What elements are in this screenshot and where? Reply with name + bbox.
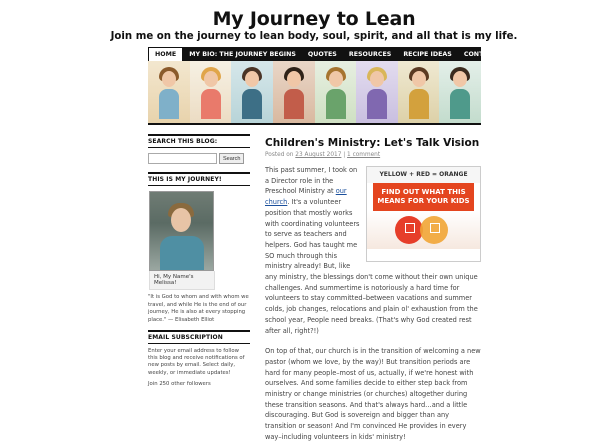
about-widget-title: THIS IS MY JOURNEY! — [148, 172, 250, 186]
nav-quotes[interactable]: QUOTES — [307, 50, 337, 58]
nav-contact[interactable]: CONTACT — [463, 50, 497, 58]
header-illustration — [148, 61, 481, 125]
search-input[interactable] — [148, 153, 217, 164]
followers-count: Join 250 other followers — [148, 380, 211, 387]
illustration-panel — [315, 61, 357, 123]
site-title[interactable]: My Journey to Lean — [212, 8, 416, 30]
post — [265, 137, 481, 443]
illustration-panel — [273, 61, 315, 123]
post-date-link[interactable]: 23 August 2017 — [295, 152, 342, 158]
nav-resources[interactable]: RESOURCES — [348, 50, 392, 58]
search-widget-title: SEARCH THIS BLOG: — [148, 134, 250, 148]
sidebar-quote: "It is God to whom and with whom we travel, and while He is the end of our journey, He is also at every stopping place." — Elisabeth Elliot — [148, 294, 249, 323]
post-meta — [265, 152, 481, 158]
promo-circles-graphic — [367, 211, 480, 249]
meta-separator: | — [343, 152, 346, 158]
illustration-panel — [398, 61, 440, 123]
illustration-panel — [190, 61, 232, 123]
nav-recipe-ideas[interactable]: RECIPE IDEAS — [403, 50, 452, 58]
search-form — [148, 153, 250, 164]
post-paragraph — [265, 165, 481, 336]
church-link[interactable]: our church — [265, 187, 347, 207]
posted-on-label: Posted on — [265, 152, 294, 158]
comments-link[interactable]: 1 comment — [347, 152, 381, 158]
post-text-intro: This past summer, I took on a Director role in the Preschool Ministry at — [265, 166, 358, 196]
illustration-panel — [439, 61, 481, 123]
search-button[interactable]: Search — [219, 153, 244, 164]
illustration-panel — [356, 61, 398, 123]
site-tagline: Join me on the journey to lean body, soul, spirit, and all that is my life. — [110, 31, 518, 42]
promo-callout: FIND OUT WHAT THIS MEANS FOR YOUR KIDS — [373, 183, 474, 211]
promo-image[interactable] — [366, 166, 481, 262]
post-title[interactable]: Children's Ministry: Let's Talk Vision — [265, 137, 480, 149]
post-paragraph-2: On top of that, our church is in the transition of welcoming a new pastor (whom we love, by the way)! But transition periods are hard for many people–most of us, actually, if we're honest with ourselves. And some families decide to either step back from ministry or change ministries (or churches) altogether during these transition seasons. And that's always hard…and a little discouraging. But God is sovereign and bigger than any transition or season! And I'm convinced He provides in every way–including volunteers in kids' ministry! — [265, 347, 481, 441]
sidebar — [148, 134, 250, 392]
illustration-panel — [231, 61, 273, 123]
illustration-panel — [148, 61, 190, 123]
email-description: Enter your email address to follow this blog and receive notifications of new posts by email. Select daily, weekly, or immediate updates! — [148, 348, 245, 376]
post-text-continued: . It's a volunteer position that mostly works with coordinating volunteers to serve as teachers and helpers. God has taught me SO much through this ministry already! But, like any ministry, the blessings don't come without their own unique challenges. And summertime is notoriously a hard time for volunteers to stay committed–between vacations and summer colds, job changes, relocations and plain ol' exhaustion from the school year, People need breaks. (That's why God created rest after all, right?!) — [265, 198, 478, 335]
nav-home[interactable]: HOME — [148, 47, 183, 61]
main-nav — [148, 47, 497, 61]
promo-headline: YELLOW + RED = ORANGE — [367, 167, 480, 183]
avatar[interactable] — [149, 191, 214, 271]
nav-my-bio[interactable]: MY BIO: THE JOURNEY BEGINS — [189, 50, 296, 58]
email-widget-title: EMAIL SUBSCRIPTION — [148, 330, 250, 344]
avatar-caption: Hi, My Name's Melissa! — [149, 271, 215, 290]
